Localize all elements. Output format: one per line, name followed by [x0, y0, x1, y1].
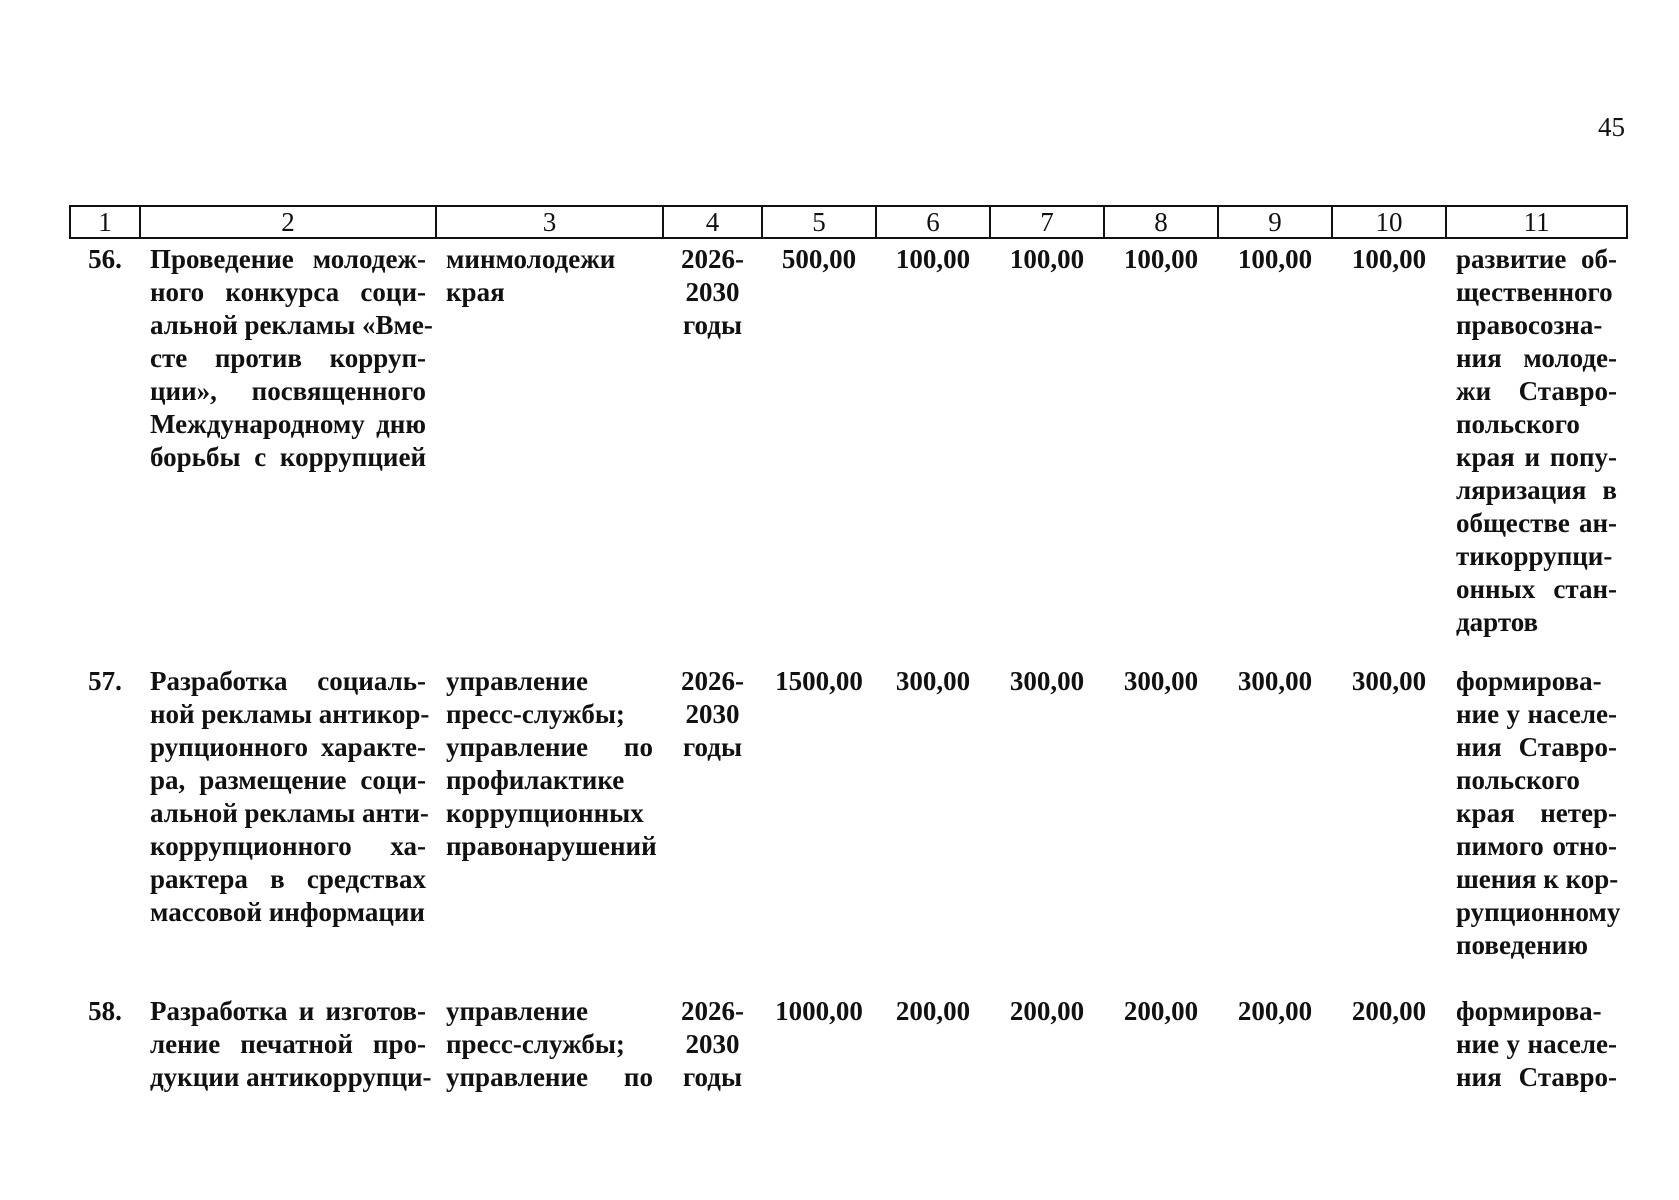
result-line: края нетер- [1456, 798, 1617, 828]
event-line: рупционного характе- [150, 732, 426, 762]
executor-line: управление [446, 996, 589, 1026]
period-line: 2030 [685, 699, 740, 729]
column-header: 5 [762, 206, 876, 238]
event-name-cell [140, 991, 436, 1094]
event-name-cell [140, 661, 436, 991]
column-header: 1 [70, 206, 140, 238]
event-line: Международному дню [150, 409, 426, 439]
result-line: ние у населе- [1456, 699, 1617, 729]
year-3-amount: 100,00 [1123, 244, 1199, 274]
column-header: 2 [140, 206, 436, 238]
year-4-amount: 100,00 [1237, 244, 1313, 274]
executor-cell [436, 238, 663, 661]
period-cell [663, 238, 762, 661]
total-amount: 1500,00 [775, 666, 863, 696]
event-line: массовой информации [150, 897, 425, 927]
table-row [70, 238, 1627, 661]
event-line: ление печатной про- [150, 1029, 426, 1059]
column-header: 6 [876, 206, 990, 238]
result-line: жи Ставро- [1456, 376, 1617, 406]
result-line: формирова- [1456, 666, 1602, 696]
row-number: 56. [88, 244, 122, 274]
result-line: ляризация в [1456, 475, 1617, 505]
event-line: альной рекламы «Вме- [150, 310, 433, 340]
event-line: рактера в средствах [150, 864, 426, 894]
event-line: сте против корруп- [150, 343, 426, 373]
result-line: дартов [1456, 607, 1539, 637]
year-5-amount: 300,00 [1351, 666, 1427, 696]
event-line: дукции антикоррупци- [150, 1062, 432, 1092]
executor-line: пресс-службы; [446, 699, 625, 729]
result-cell [1446, 661, 1627, 991]
table-row [70, 991, 1627, 1094]
result-line: тикоррупци- [1456, 541, 1613, 571]
result-line: онных стан- [1456, 574, 1617, 604]
column-header: 7 [990, 206, 1104, 238]
column-header: 3 [436, 206, 663, 238]
event-line: коррупционного ха- [150, 831, 426, 861]
total-amount: 1000,00 [775, 996, 863, 1026]
year-2-amount: 100,00 [1009, 244, 1085, 274]
result-line: польского [1456, 765, 1580, 795]
period-line: 2026- [681, 244, 744, 274]
executor-line: управление [446, 666, 589, 696]
total-amount: 500,00 [781, 244, 857, 274]
executor-line: коррупционных [446, 798, 644, 828]
result-line: правосозна- [1456, 310, 1603, 340]
year-1-amount: 300,00 [895, 666, 971, 696]
year-3-amount: 200,00 [1123, 996, 1199, 1026]
period-line: 2030 [685, 1029, 740, 1059]
result-line: формирова- [1456, 996, 1602, 1026]
event-line: ра, размещение соци- [150, 765, 426, 795]
year-5-amount: 100,00 [1351, 244, 1427, 274]
result-line: польского [1456, 409, 1580, 439]
event-line: Разработка и изготов- [150, 996, 426, 1026]
result-line: поведению [1456, 930, 1588, 960]
executor-cell [436, 991, 663, 1094]
result-line: края и попу- [1456, 442, 1617, 472]
period-line: годы [682, 310, 743, 340]
event-line: борьбы с коррупцией [150, 442, 426, 472]
event-line: ного конкурса соци- [150, 277, 426, 307]
year-1-amount: 200,00 [895, 996, 971, 1026]
row-number: 58. [88, 996, 122, 1026]
column-header: 11 [1446, 206, 1627, 238]
column-number-row [70, 206, 1627, 238]
period-cell [663, 991, 762, 1094]
column-header: 10 [1332, 206, 1446, 238]
event-name-cell [140, 238, 436, 661]
year-1-amount: 100,00 [895, 244, 971, 274]
year-2-amount: 200,00 [1009, 996, 1085, 1026]
executor-line: пресс-службы; [446, 1029, 625, 1059]
result-line: ние у населе- [1456, 1029, 1617, 1059]
executor-cell [436, 661, 663, 991]
event-line: ции», посвященного [150, 376, 426, 406]
event-line: Разработка социаль- [150, 666, 426, 696]
result-line: шения к кор- [1456, 864, 1619, 894]
page-number: 45 [1598, 112, 1625, 142]
period-line: годы [682, 732, 743, 762]
event-line: ной рекламы антикор- [150, 699, 430, 729]
year-4-amount: 300,00 [1237, 666, 1313, 696]
period-line: 2026- [681, 666, 744, 696]
year-5-amount: 200,00 [1351, 996, 1427, 1026]
event-line: Проведение молодеж- [150, 244, 426, 274]
result-line: ния молоде- [1456, 343, 1617, 373]
event-line: альной рекламы анти- [150, 798, 429, 828]
year-4-amount: 200,00 [1237, 996, 1313, 1026]
executor-line: профилактике [446, 765, 625, 795]
year-2-amount: 300,00 [1009, 666, 1085, 696]
row-number: 57. [88, 666, 122, 696]
program-activities-table [69, 205, 1628, 1094]
result-line: ния Ставро- [1456, 1062, 1617, 1092]
result-cell [1446, 991, 1627, 1094]
executor-line: управление по [446, 732, 653, 762]
result-line: ния Ставро- [1456, 732, 1617, 762]
period-line: годы [682, 1062, 743, 1092]
executor-line: минмолодежи [446, 244, 616, 274]
period-cell [663, 661, 762, 991]
result-line: обществе ан- [1456, 508, 1617, 538]
result-cell [1446, 238, 1627, 661]
period-line: 2030 [685, 277, 740, 307]
result-line: развитие об- [1456, 244, 1617, 274]
period-line: 2026- [681, 996, 744, 1026]
result-line: пимого отно- [1456, 831, 1617, 861]
program-table-container [69, 205, 1626, 1094]
column-header: 8 [1104, 206, 1218, 238]
result-line: рупционному [1456, 897, 1621, 927]
executor-line: управление по [446, 1062, 653, 1092]
executor-line: края [446, 277, 505, 307]
executor-line: правонарушений [446, 831, 657, 861]
column-header: 9 [1218, 206, 1332, 238]
result-line: щественного [1456, 277, 1613, 307]
table-row [70, 661, 1627, 991]
column-header: 4 [663, 206, 762, 238]
year-3-amount: 300,00 [1123, 666, 1199, 696]
